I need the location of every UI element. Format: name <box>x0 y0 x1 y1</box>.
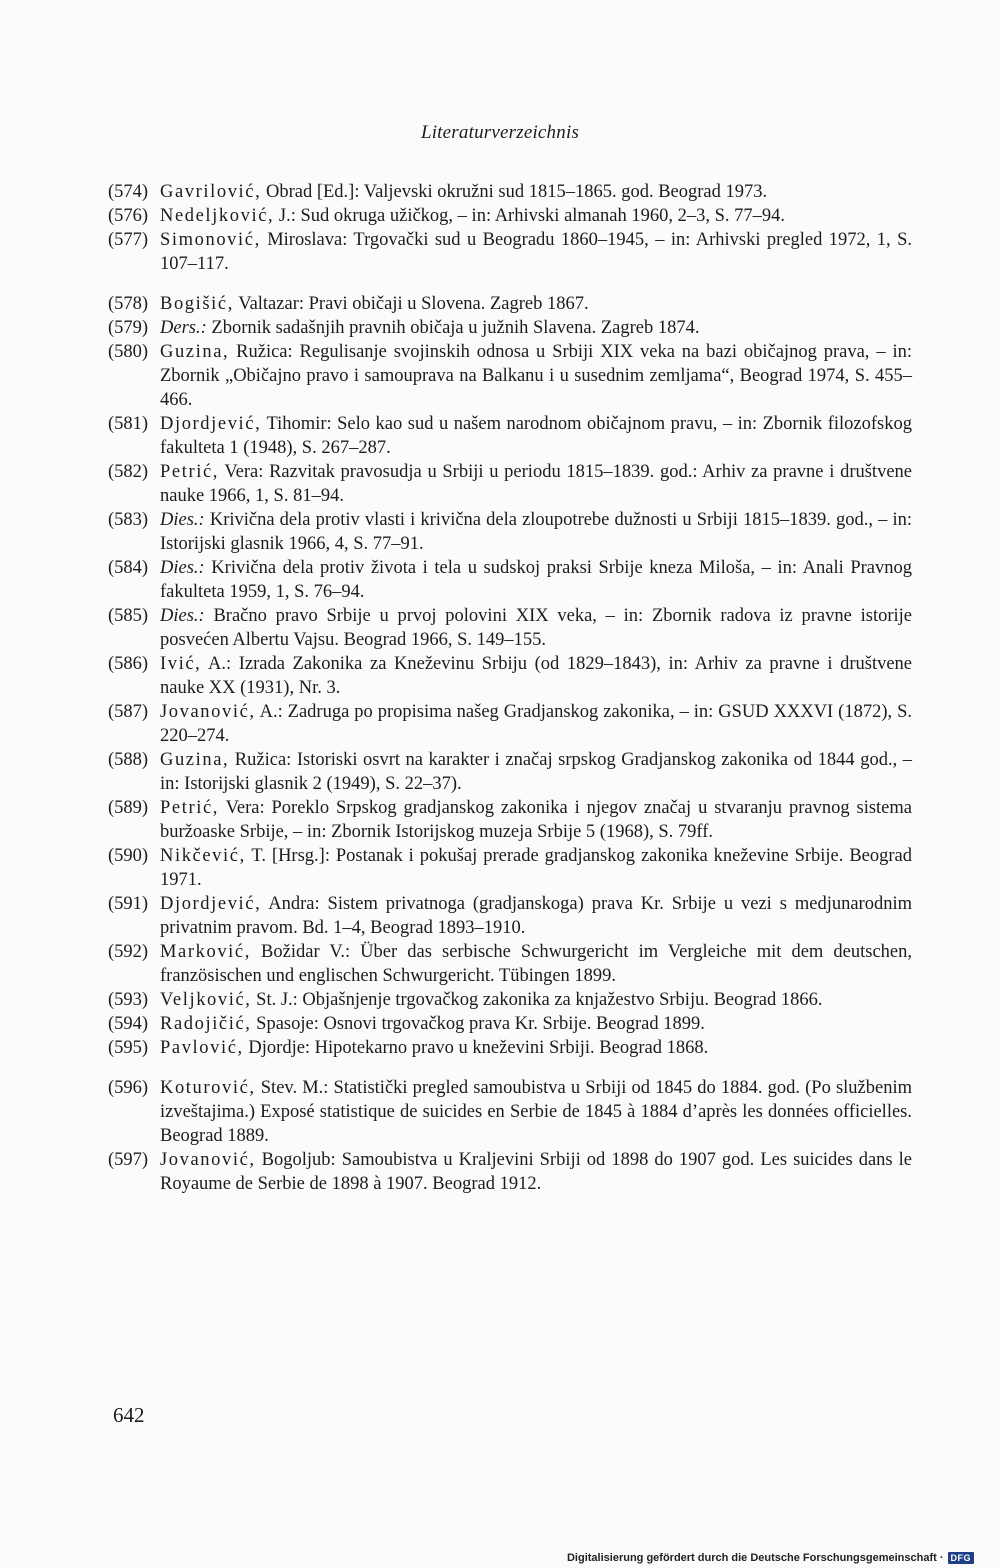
entry-number: (596) <box>108 1078 149 1098</box>
entry-author: Djordjević, <box>160 894 262 914</box>
entry-author: Bogišić, <box>160 294 234 314</box>
entry-author: Jovanović, <box>160 702 256 722</box>
entry-citation: Stev. M.: Statistički pregled samoubistva u Srbiji od 1845 do 1884. god. (Po službenim izveštajima.) Exposé statistique de suicides en Serbie de 1845 à 1884 d’après les données officielles. Beograd 1889. <box>160 1078 912 1146</box>
entry-author: Jovanović, <box>160 1150 256 1170</box>
bibliography-list <box>108 180 912 1196</box>
entry-citation: Spasoje: Osnovi trgovačkog prava Kr. Srbije. Beograd 1899. <box>251 1014 705 1034</box>
entry-body <box>160 844 912 892</box>
entry-number: (576) <box>108 206 149 226</box>
entry-number: (594) <box>108 1014 149 1034</box>
bibliography-entry <box>108 316 912 340</box>
entry-body <box>160 796 912 844</box>
entry-number: (595) <box>108 1038 149 1058</box>
entry-author: Marković, <box>160 942 251 962</box>
entry-body <box>160 228 912 276</box>
entry-author: Ders.: <box>160 318 207 338</box>
entry-author: Simonović, <box>160 230 261 250</box>
entry-citation: Andra: Sistem privatnoga (gradjanskoga) prava Kr. Srbije u vezi s medjunarodnim privatnim pravom. Bd. 1–4, Beograd 1893–1910. <box>160 894 912 938</box>
bibliography-entry <box>108 180 912 204</box>
bibliography-entry <box>108 652 912 700</box>
entry-author: Petrić, <box>160 798 219 818</box>
entry-body <box>160 940 912 988</box>
entry-author: Petrić, <box>160 462 219 482</box>
entry-citation: St. J.: Objašnjenje trgovačkog zakonika za knjažestvo Srbiju. Beograd 1866. <box>251 990 823 1010</box>
entry-citation: Djordje: Hipotekarno pravo u kneževini Srbiji. Beograd 1868. <box>243 1038 709 1058</box>
entry-number: (589) <box>108 798 149 818</box>
entry-body <box>160 748 912 796</box>
entry-number: (593) <box>108 990 149 1010</box>
page-number: 642 <box>113 1403 145 1427</box>
entry-body <box>160 460 912 508</box>
bibliography-entry <box>108 1148 912 1196</box>
entry-number: (585) <box>108 606 149 626</box>
entry-body <box>160 340 912 412</box>
entry-citation: Valtazar: Pravi običaji u Slovena. Zagreb 1867. <box>233 294 589 314</box>
entry-citation: Tihomir: Selo kao sud u našem narodnom običajnom pravu, – in: Zbornik filozofskog fakulteta 1 (1948), S. 267–287. <box>160 414 912 458</box>
bibliography-entry <box>108 1076 912 1148</box>
entry-number: (590) <box>108 846 149 866</box>
entry-body <box>160 988 912 1012</box>
bibliography-entry <box>108 204 912 228</box>
entry-body <box>160 892 912 940</box>
entry-citation: Bračno pravo Srbije u prvoj polovini XIX veka, – in: Zbornik radova iz pravne istorije posvećen Albertu Vajsu. Beograd 1966, S. 149–155. <box>160 606 912 650</box>
entry-author: Djordjević, <box>160 414 262 434</box>
entry-number: (574) <box>108 182 149 202</box>
entry-number: (587) <box>108 702 149 722</box>
entry-author: Dies.: <box>160 606 205 626</box>
entry-citation: Krivična dela protiv vlasti i krivična dela zloupotrebe dužnosti u Srbiji 1815–1839. god., – in: Istorijski glasnik 1966, 4, S. 77–91. <box>160 510 912 554</box>
entry-body <box>160 1076 912 1148</box>
entry-number: (586) <box>108 654 149 674</box>
bibliography-entry <box>108 460 912 508</box>
running-header: Literaturverzeichnis <box>420 122 580 143</box>
entry-number: (592) <box>108 942 149 962</box>
entry-body <box>160 1012 912 1036</box>
entry-citation: A.: Zadruga po propisima našeg Gradjanskog zakonika, – in: GSUD XXXVI (1872), S. 220–274. <box>160 702 912 746</box>
entry-body <box>160 508 912 556</box>
entry-number: (588) <box>108 750 149 770</box>
entry-author: Guzina, <box>160 342 230 362</box>
bibliography-entry <box>108 844 912 892</box>
entry-citation: Krivična dela protiv života i tela u sudskoj praksi Srbije kneza Miloša, – in: Anali Pravnog fakulteta 1959, 1, S. 76–94. <box>160 558 912 602</box>
bibliography-entry <box>108 1012 912 1036</box>
entry-body <box>160 556 912 604</box>
entry-author: Nedeljković, <box>160 206 275 226</box>
entry-citation: Zbornik sadašnjih pravnih običaja u južnih Slavena. Zagreb 1874. <box>206 318 700 338</box>
bibliography-entry <box>108 988 912 1012</box>
entry-number: (597) <box>108 1150 149 1170</box>
bibliography-entry <box>108 412 912 460</box>
entry-body <box>160 604 912 652</box>
entry-number: (579) <box>108 318 149 338</box>
entry-citation: Vera: Poreklo Srpskog gradjanskog zakonika i njegov značaj u stvaranju pravnog sistema buržoaske Srbije, – in: Zbornik Istorijskog muzeja Srbije 5 (1968), S. 79ff. <box>160 798 912 842</box>
entry-citation: Ružica: Istoriski osvrt na karakter i značaj srpskog Gradjanskog zakonika od 1844 god., – in: Istorijski glasnik 2 (1949), S. 22–37). <box>160 750 912 794</box>
bibliography-entry <box>108 940 912 988</box>
bibliography-entry <box>108 700 912 748</box>
entry-number: (583) <box>108 510 149 530</box>
entry-author: Guzina, <box>160 750 230 770</box>
entry-number: (581) <box>108 414 149 434</box>
entry-body <box>160 1036 912 1060</box>
entry-author: Gavrilović, <box>160 182 262 202</box>
entry-citation: Obrad [Ed.]: Valjevski okružni sud 1815–1865. god. Beograd 1973. <box>261 182 768 202</box>
bibliography-entry <box>108 796 912 844</box>
entry-author: Veljković, <box>160 990 252 1010</box>
entry-citation: A.: Izrada Zakonika za Kneževinu Srbiju (od 1829–1843), in: Arhiv za pravne i društvene nauke XX (1931), Nr. 3. <box>160 654 912 698</box>
entry-author: Dies.: <box>160 510 205 530</box>
bibliography-entry <box>108 292 912 316</box>
entry-body <box>160 652 912 700</box>
entry-author: Radojičić, <box>160 1014 252 1034</box>
entry-body <box>160 180 912 204</box>
entry-citation: Bogoljub: Samoubistva u Kraljevini Srbiji od 1898 do 1907 god. Les suicides dans le Royaume de Serbie de 1898 à 1907. Beograd 1912. <box>160 1150 912 1194</box>
entry-number: (578) <box>108 294 149 314</box>
entry-author: Dies.: <box>160 558 205 578</box>
entry-body <box>160 412 912 460</box>
bibliography-entry <box>108 748 912 796</box>
bibliography-entry <box>108 604 912 652</box>
entry-body <box>160 292 912 316</box>
entry-citation: Ružica: Regulisanje svojinskih odnosa u Srbiji XIX veka na bazi običajnog prava, – in: Zbornik „Običajno pravo i samouprava na Balkanu i u susednim zemljama“, Beograd 1974, S. 455–466. <box>160 342 912 410</box>
entry-number: (582) <box>108 462 149 482</box>
entry-citation: J.: Sud okruga užičkog, – in: Arhivski almanah 1960, 2–3, S. 77–94. <box>274 206 786 226</box>
credit-text: Digitalisierung gefördert durch die Deutsche Forschungsgemeinschaft · <box>566 1552 944 1564</box>
bibliography-entry <box>108 340 912 412</box>
entry-author: Koturović, <box>160 1078 256 1098</box>
entry-author: Pavlović, <box>160 1038 244 1058</box>
dfg-logo: DFG <box>948 1552 975 1564</box>
entry-body <box>160 316 912 340</box>
entry-citation: Božidar V.: Über das serbische Schwurgericht im Vergleiche mit dem deutschen, französischen und englischen Schwurgericht. Tübingen 1899. <box>160 942 912 986</box>
bibliography-entry <box>108 508 912 556</box>
bibliography-entry <box>108 1036 912 1060</box>
entry-body <box>160 700 912 748</box>
entry-number: (580) <box>108 342 149 362</box>
entry-citation: T. [Hrsg.]: Postanak i pokušaj prerade gradjanskog zakonika kneževine Srbije. Beograd 1971. <box>160 846 912 890</box>
entry-author: Nikčević, <box>160 846 246 866</box>
entry-author: Ivić, <box>160 654 202 674</box>
entry-body <box>160 204 912 228</box>
entry-citation: Vera: Razvitak pravosudja u Srbiji u periodu 1815–1839. god.: Arhiv za pravne i društvene nauke 1966, 1, S. 81–94. <box>160 462 912 506</box>
bibliography-entry <box>108 228 912 276</box>
entry-number: (591) <box>108 894 149 914</box>
bibliography-entry <box>108 556 912 604</box>
entry-body <box>160 1148 912 1196</box>
entry-citation: Miroslava: Trgovački sud u Beogradu 1860–1945, – in: Arhivski pregled 1972, 1, S. 107–117. <box>160 230 912 274</box>
entry-number: (584) <box>108 558 149 578</box>
entry-number: (577) <box>108 230 149 250</box>
digitization-credit <box>567 1552 974 1564</box>
bibliography-entry <box>108 892 912 940</box>
